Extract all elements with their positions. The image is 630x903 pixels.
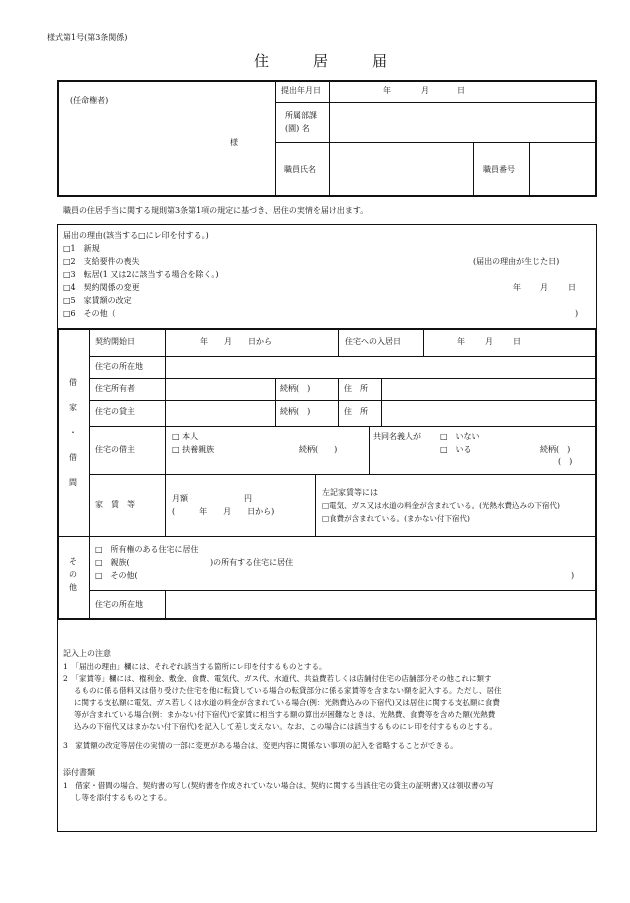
contract-start-label: 契約開始日 bbox=[95, 337, 135, 346]
rental-section-char: 家 bbox=[69, 403, 77, 412]
owner-relation: 続柄( ) bbox=[280, 384, 311, 393]
other-relative-suffix: )の所有する住宅に居住 bbox=[210, 558, 294, 567]
note-line: 1 「届出の理由」欄には、それぞれ該当する箇所にレ印を付するものとする。 bbox=[63, 662, 327, 671]
lender-relation: 続柄( ) bbox=[280, 407, 311, 416]
honorific: 様 bbox=[230, 138, 238, 147]
other-close-paren: ) bbox=[571, 571, 575, 580]
reason-item: □4 契約関係の変更 bbox=[63, 283, 140, 292]
appointer-label: (任命権者) bbox=[70, 96, 109, 105]
note-line: 2 「家賃等」欄には、権利金、敷金、食費、電気代、ガス代、水道代、共益費若しくは店舗付住宅の店舗部分その他これに類す bbox=[63, 674, 492, 683]
staff-name-label: 職員氏名 bbox=[284, 165, 316, 174]
submit-month: 月 bbox=[421, 86, 429, 95]
attach-heading: 添付書類 bbox=[63, 768, 95, 777]
dept-label: 所属部課 bbox=[285, 111, 317, 120]
rent-label: 家 賃 等 bbox=[95, 500, 135, 509]
move-in-label: 住宅への入居日 bbox=[345, 337, 401, 346]
attach-line: し等を添付するものとする。 bbox=[74, 793, 172, 802]
submit-year: 年 bbox=[383, 86, 391, 95]
title-char: 届 bbox=[372, 52, 388, 70]
lender-label: 住宅の貸主 bbox=[95, 407, 135, 416]
other-address-label: 住宅の所在地 bbox=[95, 600, 143, 609]
rental-section-char: ・ bbox=[69, 428, 77, 437]
reason-item: □6 その他（ bbox=[63, 309, 116, 318]
other-section-char: 他 bbox=[69, 583, 77, 592]
title-char: 住 bbox=[254, 52, 270, 70]
move-in-month: 月 bbox=[485, 337, 493, 346]
submit-day: 日 bbox=[457, 86, 465, 95]
title-char: 居 bbox=[313, 52, 329, 70]
borrower-dependent: □ 扶養親族 bbox=[172, 445, 215, 454]
rental-section-char: 借 bbox=[69, 378, 77, 387]
joint-relation: 続柄( ) bbox=[540, 445, 571, 454]
note-line: るものに係る借料又は借り受けた住宅を他に転貸している場合の転貸部分に係る家賃等を含まない額を記入する。ただし、居住 bbox=[74, 686, 502, 695]
rental-address-label: 住宅の所在地 bbox=[95, 362, 143, 371]
note-line: 3 家賃額の改定等居住の実情の一部に変更がある場合は、変更内容に関係ない事項の記入を省略することができる。 bbox=[63, 741, 458, 750]
owner-label: 住宅所有者 bbox=[95, 384, 135, 393]
other-other: □ その他( bbox=[95, 571, 138, 580]
staff-no-label: 職員番号 bbox=[483, 165, 515, 174]
rent-note-utilities: □電気、ガス又は水道の料金が含まれている。(光熱水費込みの下宿代) bbox=[322, 501, 560, 510]
contract-start-value: 年 月 日から bbox=[200, 337, 272, 346]
rent-note-meals: □食費が含まれている。(まかない付下宿代) bbox=[322, 514, 470, 523]
reason-heading: 届出の理由(該当する□にレ印を付する。) bbox=[63, 231, 209, 240]
notes-heading: 記入上の注意 bbox=[63, 649, 111, 658]
lender-residence-label: 住 所 bbox=[344, 407, 368, 416]
occurred-month: 月 bbox=[540, 283, 548, 292]
statement: 職員の住居手当に関する規則第3条第1項の規定に基づき、居住の実情を届け出ます。 bbox=[63, 206, 369, 215]
monthly-label: 月額 bbox=[172, 494, 188, 503]
note-line: 等が含まれている場合(例：まかない付下宿代)で家賃に相当する額の算出が困難なときは、光熱費、食費等を含めた額(光熱費 bbox=[74, 710, 496, 719]
reason-item: □1 新規 bbox=[63, 244, 100, 253]
move-in-day: 日 bbox=[513, 337, 521, 346]
owner-residence-label: 住 所 bbox=[344, 384, 368, 393]
occurred-year: 年 bbox=[513, 283, 521, 292]
move-in-year: 年 bbox=[457, 337, 465, 346]
reason-close-paren: ) bbox=[575, 309, 579, 318]
rent-from: ( 年 月 日から) bbox=[172, 507, 275, 516]
other-section-char: の bbox=[69, 570, 77, 579]
other-relative: □ 親族( bbox=[95, 558, 130, 567]
date-occurred-label: (届出の理由が生じた日) bbox=[473, 257, 560, 266]
attach-line: 1 借家・借間の場合、契約書の写し(契約書を作成されていない場合は、契約に関する当該住宅の貸主の証明書)又は領収書の写 bbox=[63, 781, 494, 790]
dept-label-2: (園) 名 bbox=[285, 124, 310, 133]
borrower-relation: 続柄( ) bbox=[299, 445, 338, 454]
joint-none: □ いない bbox=[440, 432, 480, 441]
reason-item: □5 家賃額の改定 bbox=[63, 296, 132, 305]
occurred-day: 日 bbox=[568, 283, 576, 292]
yen-unit: 円 bbox=[244, 494, 252, 503]
other-section-char: そ bbox=[69, 557, 77, 566]
form-number: 様式第1号(第3条関係) bbox=[47, 33, 128, 42]
header-table bbox=[57, 80, 597, 197]
rental-section-char: 借 bbox=[69, 453, 77, 462]
note-line: に関する支払額に電気、ガス若しくは水道の料金が含まれている場合(例：光熱費込みの下宿代)又は居住に関する支払額に食費 bbox=[74, 698, 500, 707]
joint-label: 共同名義人が bbox=[373, 432, 421, 441]
other-owned: □ 所有権のある住宅に居住 bbox=[95, 545, 199, 554]
note-line: 込みの下宿代又はまかない付下宿代)を記入して差し支えない。なお、この場合には該当するものにレ印を付するものとする。 bbox=[74, 722, 497, 731]
borrower-label: 住宅の借主 bbox=[95, 445, 135, 454]
joint-paren: ( ) bbox=[558, 457, 573, 466]
joint-exists: □ いる bbox=[440, 445, 472, 454]
borrower-self: □ 本人 bbox=[172, 432, 199, 441]
rent-note-heading: 左記家賃等には bbox=[322, 488, 378, 497]
submit-date-label: 提出年月日 bbox=[281, 86, 321, 95]
reason-item: □2 支給要件の喪失 bbox=[63, 257, 140, 266]
rental-section-char: 間 bbox=[69, 478, 77, 487]
reason-item: □3 転居(1 又は2に該当する場合を除く。) bbox=[63, 270, 219, 279]
